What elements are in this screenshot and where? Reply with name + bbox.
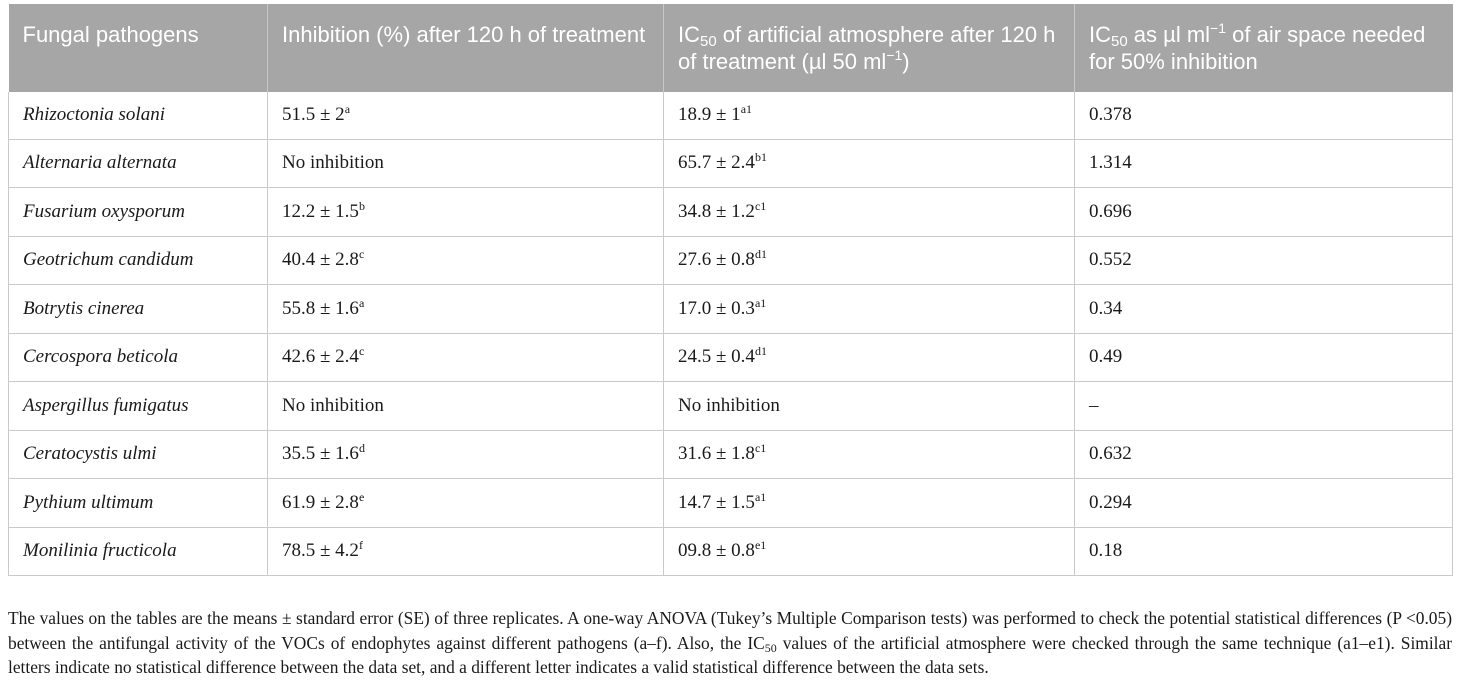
cell-ic50-airspace: 0.632	[1075, 430, 1453, 479]
header-ic50-artificial-atmosphere: $IC_{50}$ of artificial atmosphere after 120 h of treatment (µl 50 $ml^{-1}$)	[664, 4, 1075, 92]
header-inhibition: Inhibition (%) after 120 h of treatment	[268, 4, 664, 92]
cell-inhibition: 12.2 ± 1.5$^b$	[268, 188, 664, 237]
cell-pathogen: Cercospora beticola	[9, 333, 268, 382]
cell-ic50-airspace: 0.696	[1075, 188, 1453, 237]
cell-ic50-airspace: 0.34	[1075, 285, 1453, 334]
antifungal-results-table	[8, 4, 1453, 576]
cell-ic50-atmosphere: $14.7 \pm 1.5^{a1}$	[664, 479, 1075, 528]
table-row	[9, 139, 1453, 188]
cell-inhibition: No inhibition	[268, 139, 664, 188]
cell-pathogen: Fusarium oxysporum	[9, 188, 268, 237]
table-row	[9, 236, 1453, 285]
cell-pathogen: Botrytis cinerea	[9, 285, 268, 334]
table-row	[9, 479, 1453, 528]
header-ic50-air-space: $IC_{50}$ as µl $ml^{-1}$ of air space needed for 50% inhibition	[1075, 4, 1453, 92]
cell-pathogen: Monilinia fructicola	[9, 527, 268, 576]
cell-ic50-airspace: 1.314	[1075, 139, 1453, 188]
cell-inhibition: 78.5 ± 4.2$^f$	[268, 527, 664, 576]
cell-ic50-atmosphere: $27.6 \pm 0.8^{d1}$	[664, 236, 1075, 285]
cell-ic50-atmosphere: $65.7 \pm 2.4^{b1}$	[664, 139, 1075, 188]
cell-inhibition: 55.8 ± 1.6$^a$	[268, 285, 664, 334]
cell-pathogen: Pythium ultimum	[9, 479, 268, 528]
table-row	[9, 285, 1453, 334]
cell-pathogen: Geotrichum candidum	[9, 236, 268, 285]
cell-ic50-airspace: 0.49	[1075, 333, 1453, 382]
table-row	[9, 188, 1453, 237]
cell-ic50-atmosphere: $31.6 \pm 1.8^{c1}$	[664, 430, 1075, 479]
table-header	[9, 4, 1453, 92]
header-fungal-pathogens: Fungal pathogens	[9, 4, 268, 92]
cell-inhibition: No inhibition	[268, 382, 664, 431]
results-table-container	[8, 4, 1452, 576]
cell-inhibition: 61.9 ± 2.8$^e$	[268, 479, 664, 528]
cell-ic50-atmosphere: $18.9 \pm 1^{a1}$	[664, 92, 1075, 139]
table-row	[9, 92, 1453, 139]
header-row	[9, 4, 1453, 92]
cell-ic50-atmosphere: $34.8 \pm 1.2^{c1}$	[664, 188, 1075, 237]
cell-pathogen: Alternaria alternata	[9, 139, 268, 188]
table-row	[9, 333, 1453, 382]
cell-ic50-airspace: 0.552	[1075, 236, 1453, 285]
cell-pathogen: Aspergillus fumigatus	[9, 382, 268, 431]
table-body	[9, 92, 1453, 576]
cell-ic50-airspace: 0.294	[1075, 479, 1453, 528]
cell-inhibition: 42.6 ± 2.4$^c$	[268, 333, 664, 382]
cell-inhibition: 40.4 ± 2.8$^c$	[268, 236, 664, 285]
cell-inhibition: $51.5 \pm 2^a$	[268, 92, 664, 139]
cell-ic50-atmosphere: $17.0 \pm 0.3^{a1}$	[664, 285, 1075, 334]
cell-ic50-atmosphere: $09.8 \pm 0.8^{e1}$	[664, 527, 1075, 576]
cell-pathogen: Ceratocystis ulmi	[9, 430, 268, 479]
cell-ic50-airspace: 0.18	[1075, 527, 1453, 576]
cell-inhibition: 35.5 ± 1.6$^d$	[268, 430, 664, 479]
table-row	[9, 382, 1453, 431]
cell-ic50-airspace: 0.378	[1075, 92, 1453, 139]
cell-ic50-atmosphere: $24.5 \pm 0.4^{d1}$	[664, 333, 1075, 382]
cell-ic50-airspace: –	[1075, 382, 1453, 431]
cell-pathogen: Rhizoctonia solani	[9, 92, 268, 139]
table-row	[9, 527, 1453, 576]
table-row	[9, 430, 1453, 479]
table-footnote: The values on the tables are the means ± standard error (SE) of three replicates. A one-way ANOVA (Tukey’s Multiple Comparison tests) was performed to check the potential statistical differences (P <0.05) between the antifungal activity of the VOCs of endophytes against different pathogens (a–f). Also, the $IC_{50}$ values of the artificial atmosphere were checked through the same technique (a1–e1). Similar letters indicate no statistical difference between the data set, and a different letter indicates a valid statistical difference between the data sets.	[8, 608, 1452, 677]
cell-ic50-atmosphere: No inhibition	[664, 382, 1075, 431]
